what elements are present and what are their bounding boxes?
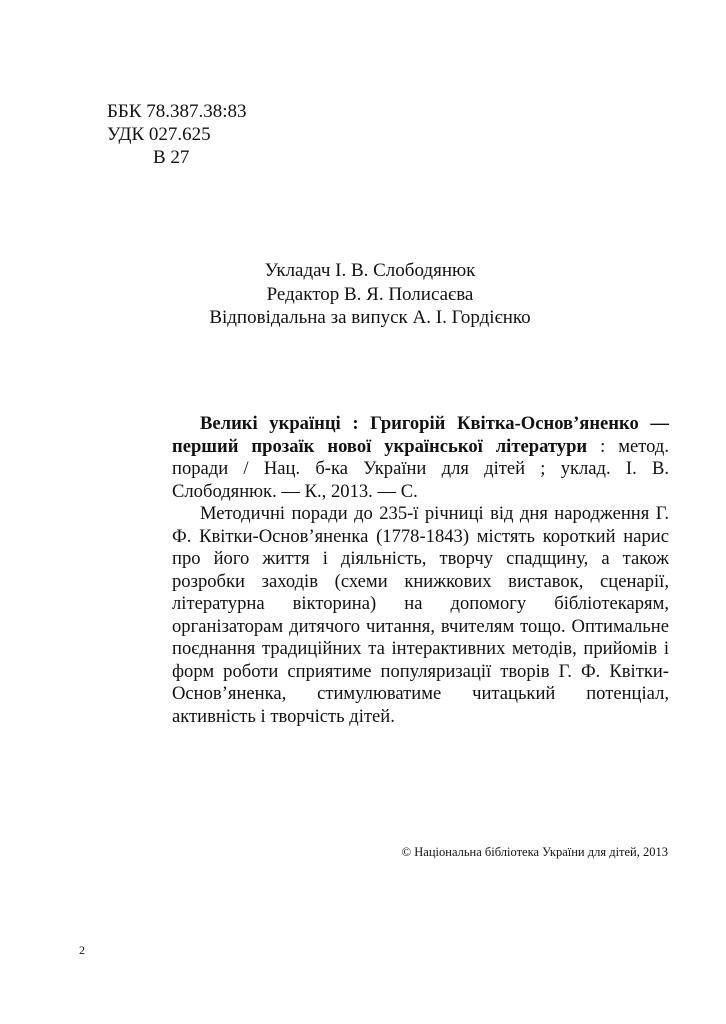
udk-code: УДК 027.625 [107, 124, 211, 145]
page-number: 2 [79, 943, 85, 957]
editor-line: Редактор В. Я. Полисаєва [266, 283, 474, 305]
annotation-text: Методичні поради до 235-ї річниці від дня народження Г. Ф. Квітки-Основ’яненка (1778-1843) містять короткий нарис про його життя і діяльність, творчу спадщину, а також розробки заходів (схеми книжкових виставок, сценарії, літературна вікторина) на допомогу бібліотекарям, організаторам дитячого читання, вчителям тощо. Оптимальне поєднання традиційних та інтерактивних методів, прийомів і форм роботи сприятиме популяризації творів Г. Ф. Квітки-Основ’яненка, стимулюватиме читацький потенціал, активність і творчість дітей. [172, 503, 669, 727]
bbk-code: ББК 78.387.38:83 [107, 101, 247, 122]
annotation-block [172, 413, 669, 728]
bibliographic-description [172, 413, 669, 503]
responsible-line: Відповідальна за випуск А. І. Гордієнко [209, 307, 531, 328]
author-mark: В 27 [153, 147, 190, 168]
book-title: Великі українці : Григорій Квітка-Основ’яненко — перший прозаїк нової української літератури [172, 413, 669, 457]
copyright-notice: © Національна бібліотека України для дітей, 2013 [401, 845, 668, 859]
compiler-line: Укладач І. В. Слободянюк [264, 260, 476, 281]
bibliographic-details: : метод. поради / Нац. б-ка України для дітей ; уклад. І. В. Слободянюк. — К., 2013. — С. [172, 435, 670, 502]
credits-block [150, 259, 590, 330]
classification-codes [107, 100, 247, 169]
